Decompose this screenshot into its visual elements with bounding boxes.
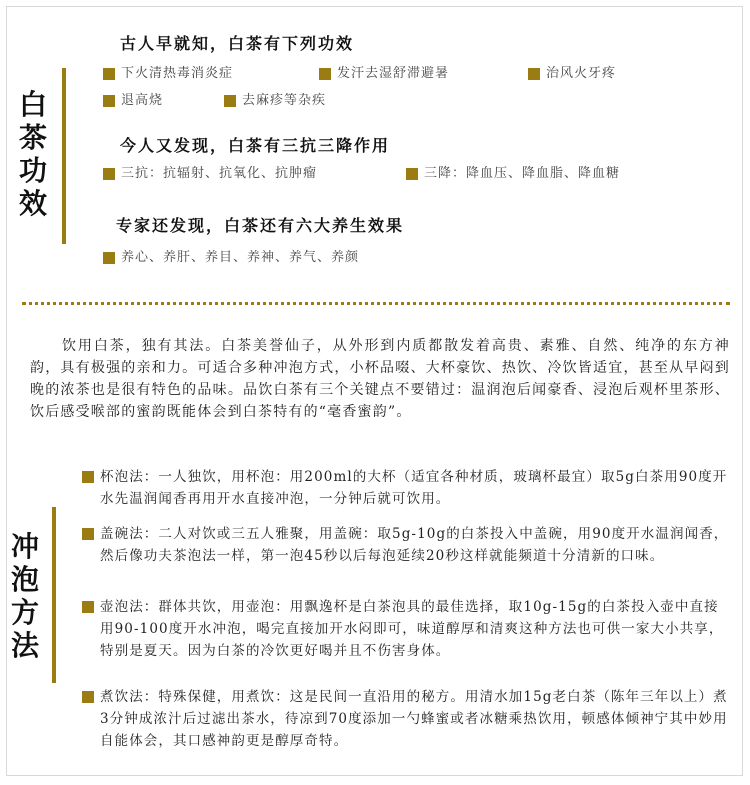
benefit-item: 退高烧 [103,89,163,108]
section-title-bar [62,68,66,244]
square-bullet-icon [224,95,236,107]
dotted-divider [22,302,730,305]
square-bullet-icon [528,68,540,80]
square-bullet-icon [82,528,94,540]
ancient-heading: 古人早就知，白茶有下列功效 [120,34,355,53]
intro-paragraph: 饮用白茶，独有其法。白茶美誉仙子，从外形到内质都散发着高贵、素雅、自然、纯净的东方神韵，具有极强的亲和力。可适合多种冲泡方式，小杯品啜、大杯豪饮、热饮、冷饮皆适宜，甚至从早闷到晚的浓茶也是很有特色的品味。品饮白茶有三个关键点不要错过：温润泡后闻豪香、浸泡后观杯里茶形、饮后感受喉部的蜜韵既能体会到白茶特有的“毫香蜜韵”。 [30,338,730,420]
square-bullet-icon [103,168,115,180]
square-bullet-icon [82,691,94,703]
method-item: 煮饮法：特殊保健，用煮饮：这是民间一直沿用的秘方。用清水加15g老白茶（陈年三年以上）煮3分钟成浓汁后过滤出茶水，待凉到70度添加一勺蜂蜜或者冰糖乘热饮用，顿感体倾神宁其中妙用自能体会，其口感神韵更是醇厚奇特。 [82,686,732,752]
benefit-item: 三降：降血压、降血脂、降血糖 [406,162,620,181]
section-title-bar [52,507,56,683]
benefit-item: 三抗：抗辐射、抗氧化、抗肿瘤 [103,162,317,181]
square-bullet-icon [103,252,115,264]
square-bullet-icon [82,601,94,613]
square-bullet-icon [319,68,331,80]
method-item: 壶泡法：群体共饮，用壶泡：用飘逸杯是白茶泡具的最佳选择，取10g-15g的白茶投入壶中直接用90-100度开水冲泡，喝完直接加开水闷即可，味道醇厚和清爽这种方法也可供一家大小共享，特别是夏天。因为白茶的冷饮更好喝并且不伤害身体。 [82,596,732,662]
benefit-item: 治风火牙疼 [528,62,616,81]
square-bullet-icon [103,68,115,80]
benefit-item: 下火清热毒消炎症 [103,62,233,81]
modern-heading: 今人又发现，白茶有三抗三降作用 [120,136,391,155]
expert-heading: 专家还发现，白茶还有六大养生效果 [116,216,405,235]
benefit-item: 养心、养肝、养目、养神、养气、养颜 [103,246,359,265]
square-bullet-icon [406,168,418,180]
section-title-benefits: 白茶功效 [18,88,47,220]
section-title-methods: 冲泡方法 [10,530,39,662]
square-bullet-icon [103,95,115,107]
method-item: 盖碗法：二人对饮或三五人雅聚，用盖碗：取5g-10g的白茶投入中盖碗，用90度开水温润闻香，然后像功夫茶泡法一样，第一泡45秒以后每泡延续20秒这样就能频道十分清新的口味。 [82,523,732,567]
method-item: 杯泡法：一人独饮，用杯泡：用200ml的大杯（适宜各种材质，玻璃杯最宜）取5g白茶用90度开水先温润闻香再用开水直接冲泡，一分钟后就可饮用。 [82,466,732,510]
benefit-item: 去麻疹等杂疾 [224,89,326,108]
benefit-item: 发汗去湿舒滞避暑 [319,62,449,81]
square-bullet-icon [82,471,94,483]
